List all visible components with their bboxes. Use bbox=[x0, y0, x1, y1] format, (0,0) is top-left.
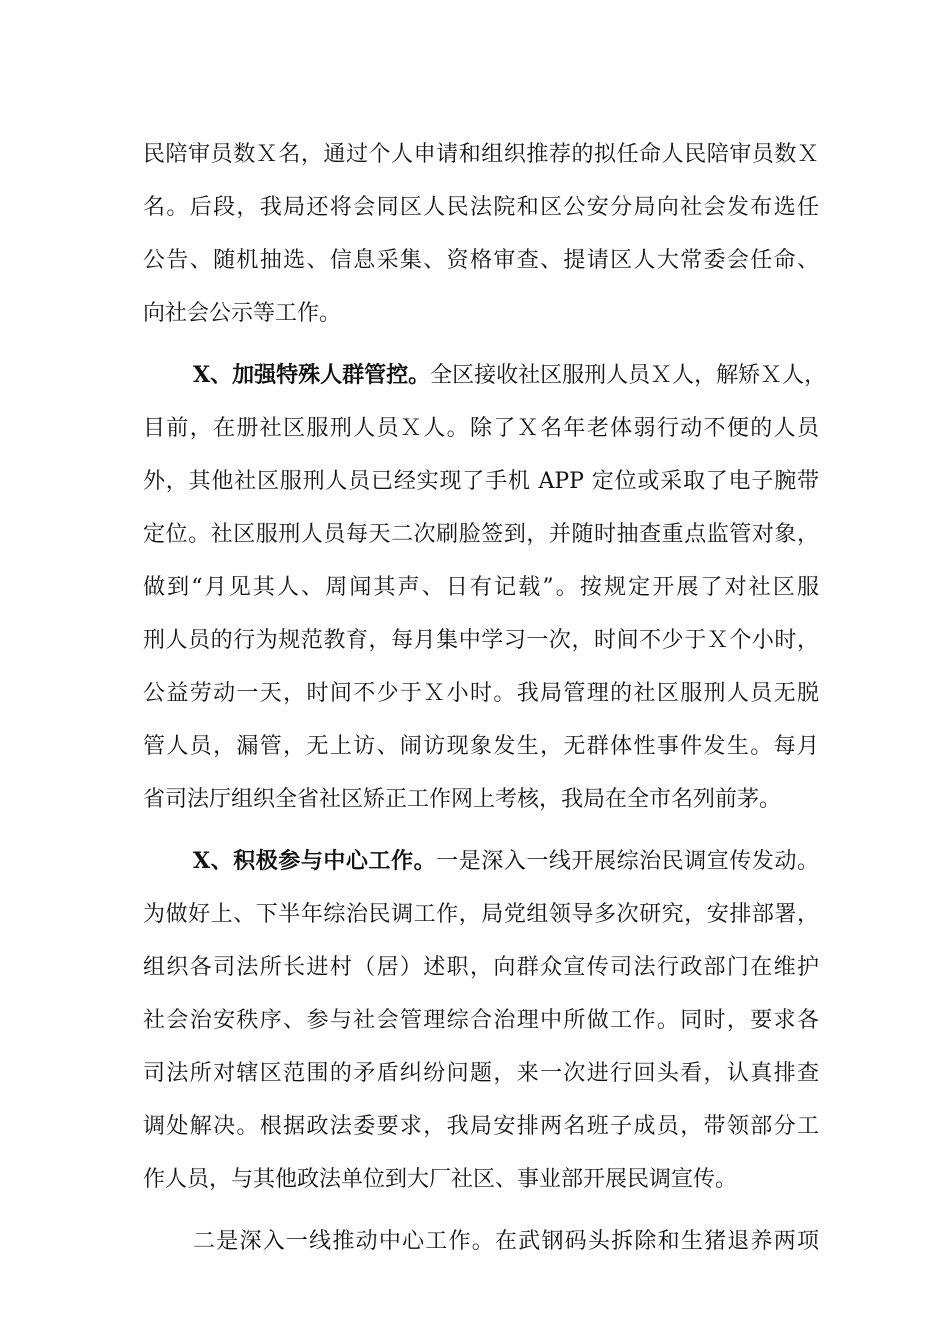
text-line: 省司法厅组织全省社区矫正工作网上考核，我局在全市名列前茅。 bbox=[143, 787, 782, 812]
text-line bbox=[143, 835, 819, 888]
section-heading: X、加强特殊人群管控。 bbox=[193, 362, 431, 388]
text-line: 民陪审员数Ｘ名，通过个人申请和组织推荐的拟任命人民陪审员数Ｘ bbox=[143, 142, 819, 167]
text-line: 向社会公示等工作。 bbox=[143, 301, 342, 326]
text-line: 公告、随机抽选、信息采集、资格审查、提请区人大常委会任命、 bbox=[143, 248, 819, 273]
paragraph-2 bbox=[143, 349, 827, 826]
text-line: 外，其他社区服刑人员已经实现了手机 APP 定位或采取了电子腕带 bbox=[143, 469, 819, 494]
text-line: 调处解决。根据政法委要求，我局安排两名班子成员，带领部分工 bbox=[143, 1114, 819, 1139]
text-line: 组织各司法所长进村（居）述职，向群众宣传司法行政部门在维护 bbox=[143, 955, 819, 980]
text-line: 管人员，漏管，无上访、闹访现象发生，无群体性事件发生。每月 bbox=[143, 734, 819, 759]
text-line bbox=[143, 349, 827, 402]
text-line: 刑人员的行为规范教育，每月集中学习一次，时间不少于Ｘ个小时， bbox=[143, 628, 819, 653]
section-heading: X、积极参与中心工作。 bbox=[193, 848, 437, 874]
text-line: 社会治安秩序、参与社会管理综合治理中所做工作。同时，要求各 bbox=[143, 1008, 819, 1033]
text-run: 一是深入一线开展综治民调宣传发动。 bbox=[436, 849, 819, 874]
text-line: 为做好上、下半年综治民调工作，局党组领导多次研究，安排部署， bbox=[143, 902, 819, 927]
text-line: 作人员，与其他政法单位到大厂社区、事业部开展民调宣传。 bbox=[143, 1167, 738, 1192]
text-line: 定位。社区服刑人员每天二次刷脸签到，并随时抽查重点监管对象， bbox=[143, 522, 819, 547]
text-line: 名。后段，我局还将会同区人民法院和区公安分局向社会发布选任 bbox=[143, 195, 819, 220]
text-line: 做到“月见其人、周闻其声、日有记载”。按规定开展了对社区服 bbox=[143, 575, 819, 600]
text-run: 全区接收社区服刑人员Ｘ人，解矫Ｘ人， bbox=[430, 363, 827, 388]
text-line: 二是深入一线推动中心工作。在武钢码头拆除和生猪退养两项 bbox=[193, 1229, 819, 1254]
text-line: 公益劳动一天，时间不少于Ｘ小时。我局管理的社区服刑人员无脱 bbox=[143, 681, 819, 706]
text-line: 司法所对辖区范围的矛盾纠纷问题，来一次进行回头看，认真排查 bbox=[143, 1061, 819, 1086]
document-body bbox=[143, 128, 827, 1268]
text-line: 目前，在册社区服刑人员Ｘ人。除了Ｘ名年老体弱行动不便的人员 bbox=[143, 416, 819, 441]
paragraph-3 bbox=[143, 835, 819, 1206]
paragraph-4 bbox=[143, 1215, 819, 1268]
paragraph-1 bbox=[143, 128, 819, 340]
